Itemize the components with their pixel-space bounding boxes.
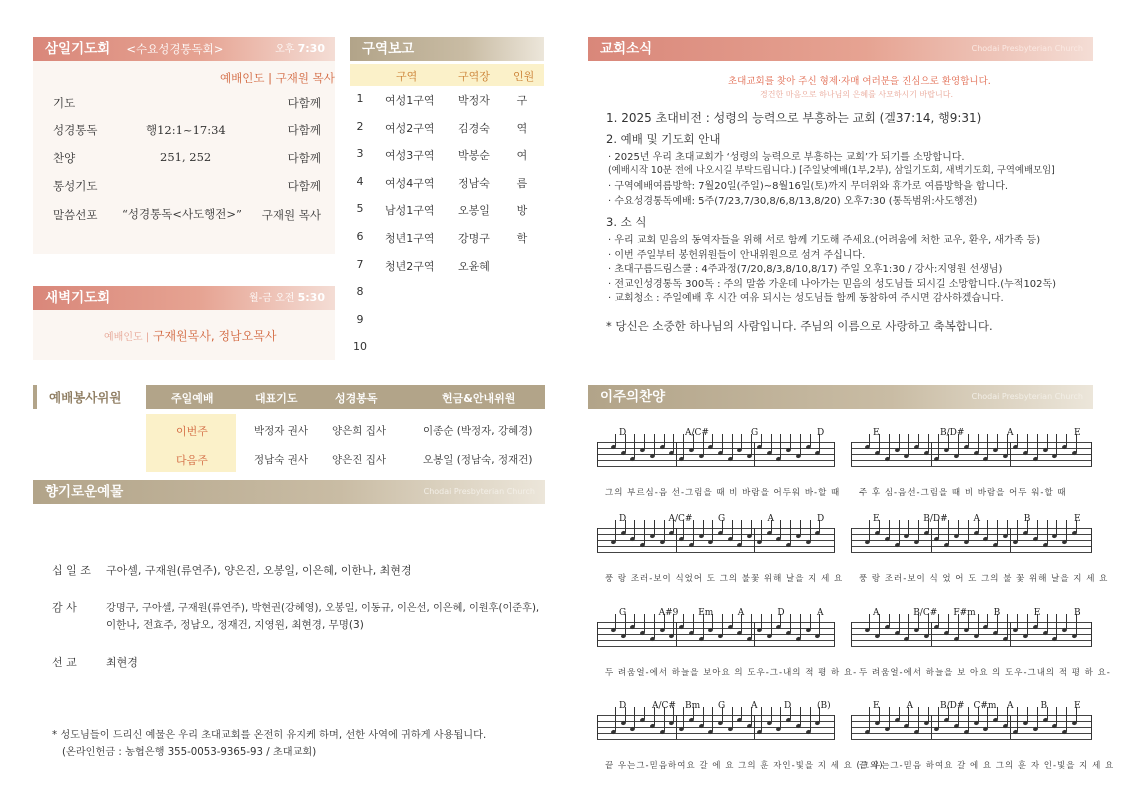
offering-names-mission: 최현경 [106, 656, 138, 669]
district-row-number: 6 [356, 230, 364, 243]
music-chord: B/D# [940, 428, 965, 438]
district-row-number: 3 [356, 147, 364, 160]
news-welcome: 초대교회를 찾아 주신 형제·자매 여러분을 진심으로 환영합니다. [728, 76, 991, 87]
district-row-leader: 강명구 [458, 232, 490, 245]
dawn-service-header [33, 286, 335, 310]
servers-title-block [33, 385, 141, 409]
district-col-district: 구역 [396, 70, 418, 83]
music-chord: A [1007, 701, 1014, 711]
music-chord: D [784, 701, 792, 711]
music-chord: A [817, 608, 824, 618]
district-row-name: 여성1구역 [385, 94, 435, 107]
news-church-name: Chodai Presbyterian Church [971, 44, 1083, 53]
district-col-count: 인원 [513, 70, 535, 83]
music-chord: B [1074, 608, 1081, 618]
servers-title: 예배봉사위원 [49, 390, 122, 405]
music-chord: E [1033, 608, 1041, 618]
wed-row-who: 다함께 [287, 151, 321, 165]
wed-service-header [33, 37, 335, 61]
music-staff [597, 715, 835, 739]
district-row-leader: 오윤혜 [458, 260, 490, 273]
music-staff [851, 528, 1092, 552]
wed-row-label: 통성기도 [53, 179, 98, 193]
news-item-worship-line: · 2025년 우리 초대교회가 ‘성령의 능력으로 부흥하는 교회’가 되기를 소망합니다. [608, 152, 965, 163]
music-chord: A [873, 608, 880, 618]
dawn-service-title: 새벽기도회 [45, 290, 111, 306]
music-staff [851, 442, 1092, 466]
news-item-worship-line: (예배시작 10분 전에 나오시길 부탁드립니다.) [주일낮예배(1부,2부), 삼일기도회, 새벽기도회, 구역예배모임] [608, 165, 1055, 176]
district-row-name: 청년2구역 [385, 260, 435, 273]
offering-label-mission: 선 교 [52, 656, 77, 669]
servers-row-week: 다음주 [176, 454, 208, 467]
music-chord: Bm [685, 701, 701, 711]
wed-row-content: 행12:1~17:34 [146, 123, 226, 137]
news-item-news-line: · 이번 주일부터 봉헌위원들이 안내위원으로 섬겨 주십니다. [608, 250, 866, 261]
music-lyrics: 두 려움얼-에서 하늘을 보아요 의 도우-그-내의 적 평 하 요- [605, 668, 858, 678]
news-closing: * 당신은 소중한 하나님의 사람입니다. 주님의 이름으로 사랑하고 축복합니다. [606, 319, 993, 333]
music-chord: A/C# [652, 701, 676, 711]
music-chord: D [777, 608, 785, 618]
news-item-vision: 1. 2025 초대비전 : 성령의 능력으로 부흥하는 교회 (겔37:14, 행9:31) [606, 111, 982, 125]
district-row-number: 2 [356, 120, 364, 133]
music-chord: E [873, 701, 880, 711]
dawn-service-time: 월-금 오전 5:30 [249, 291, 325, 304]
hymn-header [588, 385, 1093, 409]
servers-row-prayer: 정남숙 권사 [254, 454, 309, 466]
district-row-count: 여 [516, 149, 528, 162]
music-chord: A [751, 701, 758, 711]
news-title: 교회소식 [600, 41, 653, 57]
music-chord: A [1007, 428, 1014, 438]
district-row-name: 여성3구역 [385, 149, 435, 162]
music-chord: C#m [973, 701, 997, 711]
wed-row-who: 다함께 [287, 179, 321, 193]
music-staff [851, 622, 1092, 646]
district-row-number: 8 [356, 285, 364, 298]
music-chord: A [973, 514, 980, 524]
offering-names-thanks: 강명구, 구아셀, 구재원(류연주), 박현권(강혜영), 오봉일, 이동규, 이은선, 이은혜, 이원후(이준후), [106, 603, 540, 614]
wed-row-content: 251, 252 [160, 150, 212, 164]
wed-row-label: 찬양 [53, 151, 76, 165]
wed-row-label: 말씀선포 [53, 208, 98, 222]
offering-header [33, 480, 545, 504]
music-chord: G [718, 514, 726, 524]
news-item-news-line: · 우리 교회 믿음의 동역자들을 위해 서로 함께 기도해 주세요.(어려움에 처한 교우, 환우, 새가족 등) [608, 235, 1041, 246]
district-row-name: 여성2구역 [385, 122, 435, 135]
news-item-worship-line: · 수요성경통독예배: 5주(7/23,7/30,8/6,8/13,8/20) 오후7:30 (통독범위:사도행전) [608, 196, 978, 207]
district-row-number: 5 [356, 202, 364, 215]
servers-row-offering: 오봉일 (정남숙, 정재건) [423, 454, 533, 466]
music-lyrics: 그의 부르심-음 선-그림을 때 비 바람을 어두워 바-할 때 [605, 488, 841, 498]
wed-row-who: 다함께 [287, 123, 321, 137]
music-chord: E [873, 514, 880, 524]
news-item-news-line: · 전교인성경통독 300독 : 주의 말씀 가운데 나아가는 믿음의 성도님들 되시길 소망합니다.(누적102독) [608, 279, 1057, 290]
music-chord: A#9 [658, 608, 679, 618]
district-row-leader: 박봉순 [458, 149, 490, 162]
music-chord: F#m [953, 608, 976, 618]
servers-row-prayer: 박정자 권사 [254, 425, 309, 437]
servers-col-offering: 헌금&안내위원 [442, 392, 516, 405]
news-item-worship-title: 2. 예배 및 기도회 안내 [606, 132, 721, 146]
offering-note: * 성도님들이 드리신 예물은 우리 초대교회를 온전히 유지케 하며, 선한 사역에 귀하게 사용됩니다. [52, 730, 487, 741]
servers-col-prayer: 대표기도 [255, 392, 298, 405]
district-title: 구역보고 [362, 41, 415, 57]
district-row-count: 방 [516, 204, 528, 217]
music-chord: G [751, 428, 759, 438]
district-row-name: 남성1구역 [385, 204, 435, 217]
news-item-news-line: · 교회청소 : 주일예배 후 시간 여유 되시는 성도님들 함께 동참하여 주시면 감사하겠습니다. [608, 293, 1004, 304]
district-row-count: 학 [516, 232, 528, 245]
wed-service-subtitle: <수요성경통독회> [126, 42, 224, 56]
music-chord: (B) [817, 701, 831, 711]
music-chord: B [993, 608, 1001, 618]
offering-label-tithe: 십 일 조 [52, 564, 91, 577]
music-chord: A/C# [685, 428, 709, 438]
servers-row-week: 이번주 [176, 425, 208, 438]
district-row-count: 름 [516, 177, 528, 190]
music-staff [597, 442, 835, 466]
music-lyrics: 풍 랑 조러-보이 식 었 어 도 그의 불 꽃 위해 날을 지 세 요 [859, 574, 1109, 584]
district-row-leader: 김경숙 [458, 122, 490, 135]
offering-label-thanks: 감 사 [52, 601, 77, 614]
wed-service-leader: 예배인도 | 구재원 목사 [220, 71, 335, 85]
district-row-count: 역 [516, 122, 528, 135]
wed-row-who: 다함께 [287, 96, 321, 110]
music-chord: G [619, 608, 627, 618]
district-row-count: 구 [516, 94, 528, 107]
offering-title: 향기로운예물 [45, 484, 124, 500]
district-row-name: 여성4구역 [385, 177, 435, 190]
music-chord: B [1040, 701, 1048, 711]
servers-col-week: 주일예배 [171, 392, 214, 405]
music-chord: E [1074, 701, 1081, 711]
music-chord: A [906, 701, 913, 711]
music-lyrics: 끝 우는그-믿음하여요 갈 에 요 그의 훈 자인-빛을 지 세 요 (그의) [605, 761, 884, 771]
music-lyrics: 끝 우는그-믿음 하여요 갈 에 요 그의 훈 자 인-빛을 지 세 요 [859, 761, 1115, 771]
wed-row-content: “성경통독<사도행전>” [122, 207, 242, 221]
news-header [588, 37, 1093, 61]
music-chord: E [1074, 428, 1081, 438]
music-lyrics: 두 려움얼-에서 하늘을 보 아요 의 도우-그내의 적 평 하 요- [859, 668, 1111, 678]
district-header [350, 37, 544, 61]
dawn-leader: 예배인도 | 구재원목사, 정남오목사 [104, 329, 277, 343]
district-row-leader: 정남숙 [458, 177, 490, 190]
music-lyrics: 풍 랑 조러-보이 식었어 도 그의 불꽃 위해 날을 지 세 요 [605, 574, 844, 584]
news-welcome-sub: 경건한 마음으로 하나님의 은혜를 사모하시기 바랍니다. [760, 90, 953, 99]
district-row-number: 1 [356, 92, 364, 105]
servers-row-reading: 양은희 집사 [332, 425, 387, 437]
servers-col-reading: 성경봉독 [335, 392, 378, 405]
music-chord: B [1023, 514, 1031, 524]
music-chord: A/C# [668, 514, 693, 524]
music-chord: B/D# [923, 514, 948, 524]
music-staff [597, 528, 835, 552]
music-chord: B/C# [913, 608, 938, 618]
music-chord: B/D# [940, 701, 965, 711]
news-item-news-title: 3. 소 식 [606, 215, 647, 229]
music-chord: A [767, 514, 774, 524]
district-row-number: 10 [353, 340, 367, 353]
wed-row-label: 성경통독 [53, 123, 98, 137]
music-chord: D [619, 514, 627, 524]
offering-account: (온라인헌금 : 농협은행 355-0053-9365-93 / 초대교회) [62, 747, 317, 758]
music-chord: D [817, 428, 825, 438]
district-row-leader: 박정자 [458, 94, 490, 107]
music-staff [597, 622, 835, 646]
music-chord: E [1074, 514, 1081, 524]
hymn-church-name: Chodai Presbyterian Church [971, 392, 1083, 401]
music-chord: D [817, 514, 825, 524]
district-row-number: 9 [356, 313, 364, 326]
music-lyrics: 주 후 심-음선-그림을 때 비 바람을 어두 워-할 때 [859, 488, 1067, 498]
news-item-worship-line: · 구역예배여름방학: 7월20일(주일)~8월16일(토)까지 무더위와 휴가로 여름방학을 합니다. [608, 181, 1009, 192]
music-chord: A [737, 608, 745, 618]
district-row-leader: 오봉일 [458, 204, 490, 217]
wed-row-label: 기도 [53, 96, 76, 110]
music-chord: G [718, 701, 726, 711]
district-row-number: 4 [356, 175, 364, 188]
wed-service-time: 오후 7:30 [275, 42, 325, 55]
district-col-leader: 구역장 [458, 70, 490, 83]
music-staff [851, 715, 1092, 739]
news-item-news-line: · 초대구름드림스쿨 : 4주과정(7/20,8/3,8/10,8/17) 주일 오후1:30 / 강사:지영원 선생님) [608, 264, 1003, 275]
wed-row-who: 구재원 목사 [261, 208, 321, 222]
hymn-title: 이주의찬양 [600, 389, 666, 405]
servers-row-reading: 양은진 집사 [332, 454, 387, 466]
wed-service-title: 삼일기도회 [45, 41, 111, 57]
music-chord: E [873, 428, 880, 438]
servers-row-offering: 이종순 (박정자, 강혜경) [423, 425, 533, 437]
offering-names-tithe: 구아셀, 구재원(류연주), 양은진, 오봉일, 이은혜, 이한나, 최현경 [106, 564, 412, 577]
music-chord: D [619, 428, 627, 438]
offering-names-thanks-cont: 이한나, 전효주, 정남오, 정재건, 지영원, 최현경, 무명(3) [106, 619, 364, 631]
music-chord: D [619, 701, 627, 711]
district-row-number: 7 [356, 258, 364, 271]
music-chord: Em [698, 608, 714, 618]
district-row-name: 청년1구역 [385, 232, 435, 245]
offering-church-name: Chodai Presbyterian Church [423, 487, 535, 496]
